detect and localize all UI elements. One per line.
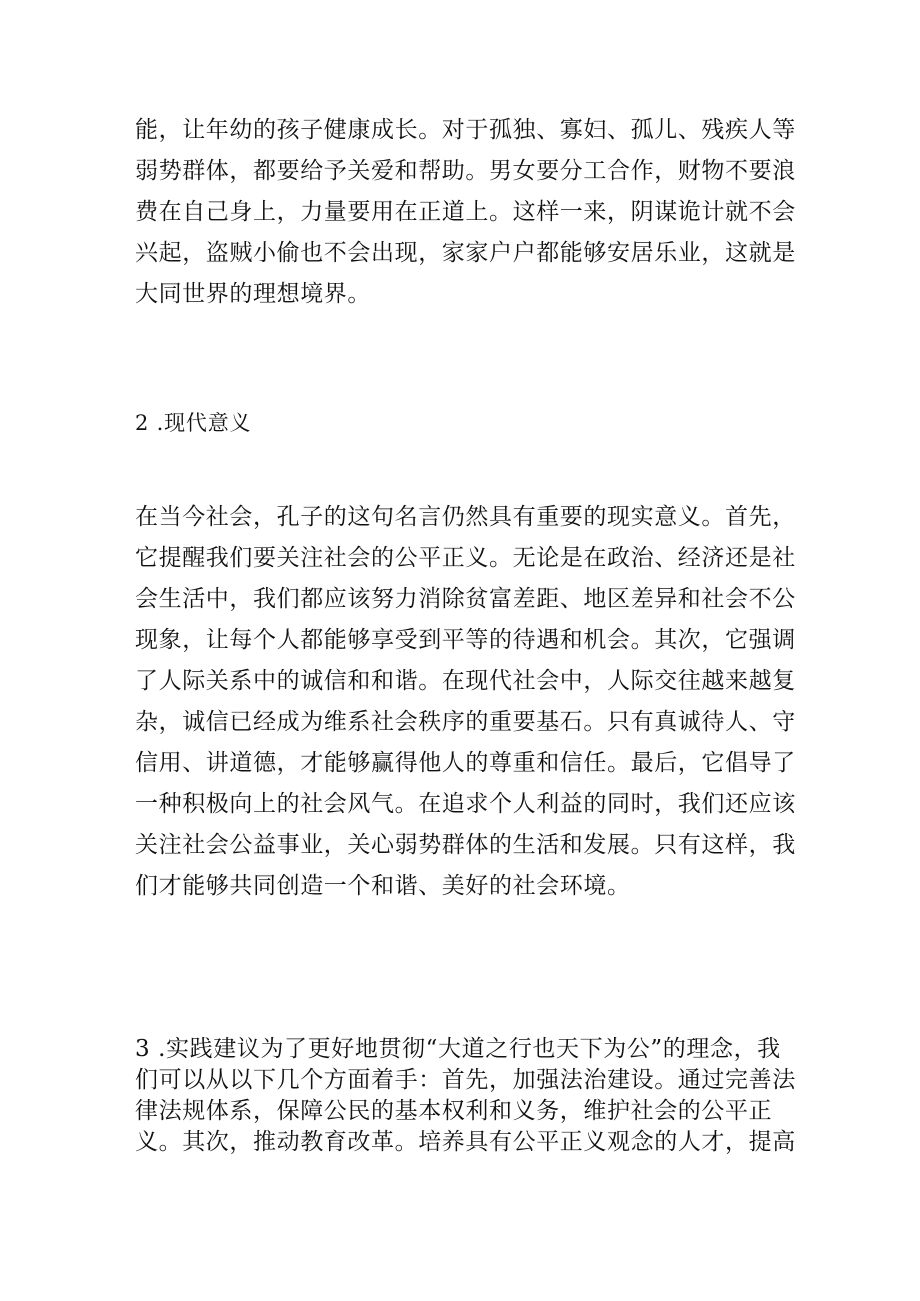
text-line: 义。其次，推动教育改革。培养具有公平正义观念的人才，提高 [135, 1129, 796, 1155]
text-line: 兴起，盗贼小偷也不会出现，家家户户都能够安居乐业，这就是 [135, 240, 796, 266]
text-line: 大同世界的理想境界。 [135, 281, 371, 307]
paragraph-datong-ideal [135, 110, 796, 315]
text-line: 了人际关系中的诚信和和谐。在现代社会中，人际交往越来越复 [135, 668, 796, 694]
text-line: 3 .实践建议为了更好地贯彻“大道之行也天下为公”的理念，我 [135, 1036, 781, 1062]
text-line: 杂，诚信已经成为维系社会秩序的重要基石。只有真诚待人、守 [135, 709, 796, 735]
paragraph-modern-significance [135, 497, 796, 907]
text-line: 一种积极向上的社会风气。在追求个人利益的同时，我们还应该 [135, 791, 796, 817]
text-line: 会生活中，我们都应该努力消除贫富差距、地区差异和社会不公 [135, 586, 796, 612]
text-line: 律法规体系，保障公民的基本权利和义务，维护社会的公平正 [135, 1098, 773, 1124]
text-line: 现象，让每个人都能够享受到平等的待遇和机会。其次，它强调 [135, 627, 796, 653]
section-heading-modern-significance: 2 .现代意义 [135, 411, 252, 435]
text-line: 们可以从以下几个方面着手：首先，加强法治建设。通过完善法 [135, 1067, 796, 1093]
text-line: 它提醒我们要关注社会的公平正义。无论是在政治、经济还是社 [135, 545, 796, 571]
text-line: 关注社会公益事业，关心弱势群体的生活和发展。只有这样，我 [135, 832, 796, 858]
text-line: 弱势群体，都要给予关爱和帮助。男女要分工合作，财物不要浪 [135, 158, 796, 184]
text-line: 在当今社会，孔子的这句名言仍然具有重要的现实意义。首先， [135, 504, 796, 530]
text-line: 费在自己身上，力量要用在正道上。这样一来，阴谋诡计就不会 [135, 199, 796, 225]
text-line: 能，让年幼的孩子健康成长。对于孤独、寡妇、孤儿、残疾人等 [135, 117, 796, 143]
text-line: 信用、讲道德，才能够赢得他人的尊重和信任。最后，它倡导了 [135, 750, 796, 776]
text-line: 们才能够共同创造一个和谐、美好的社会环境。 [135, 873, 631, 899]
paragraph-practical-suggestions [135, 1034, 796, 1158]
